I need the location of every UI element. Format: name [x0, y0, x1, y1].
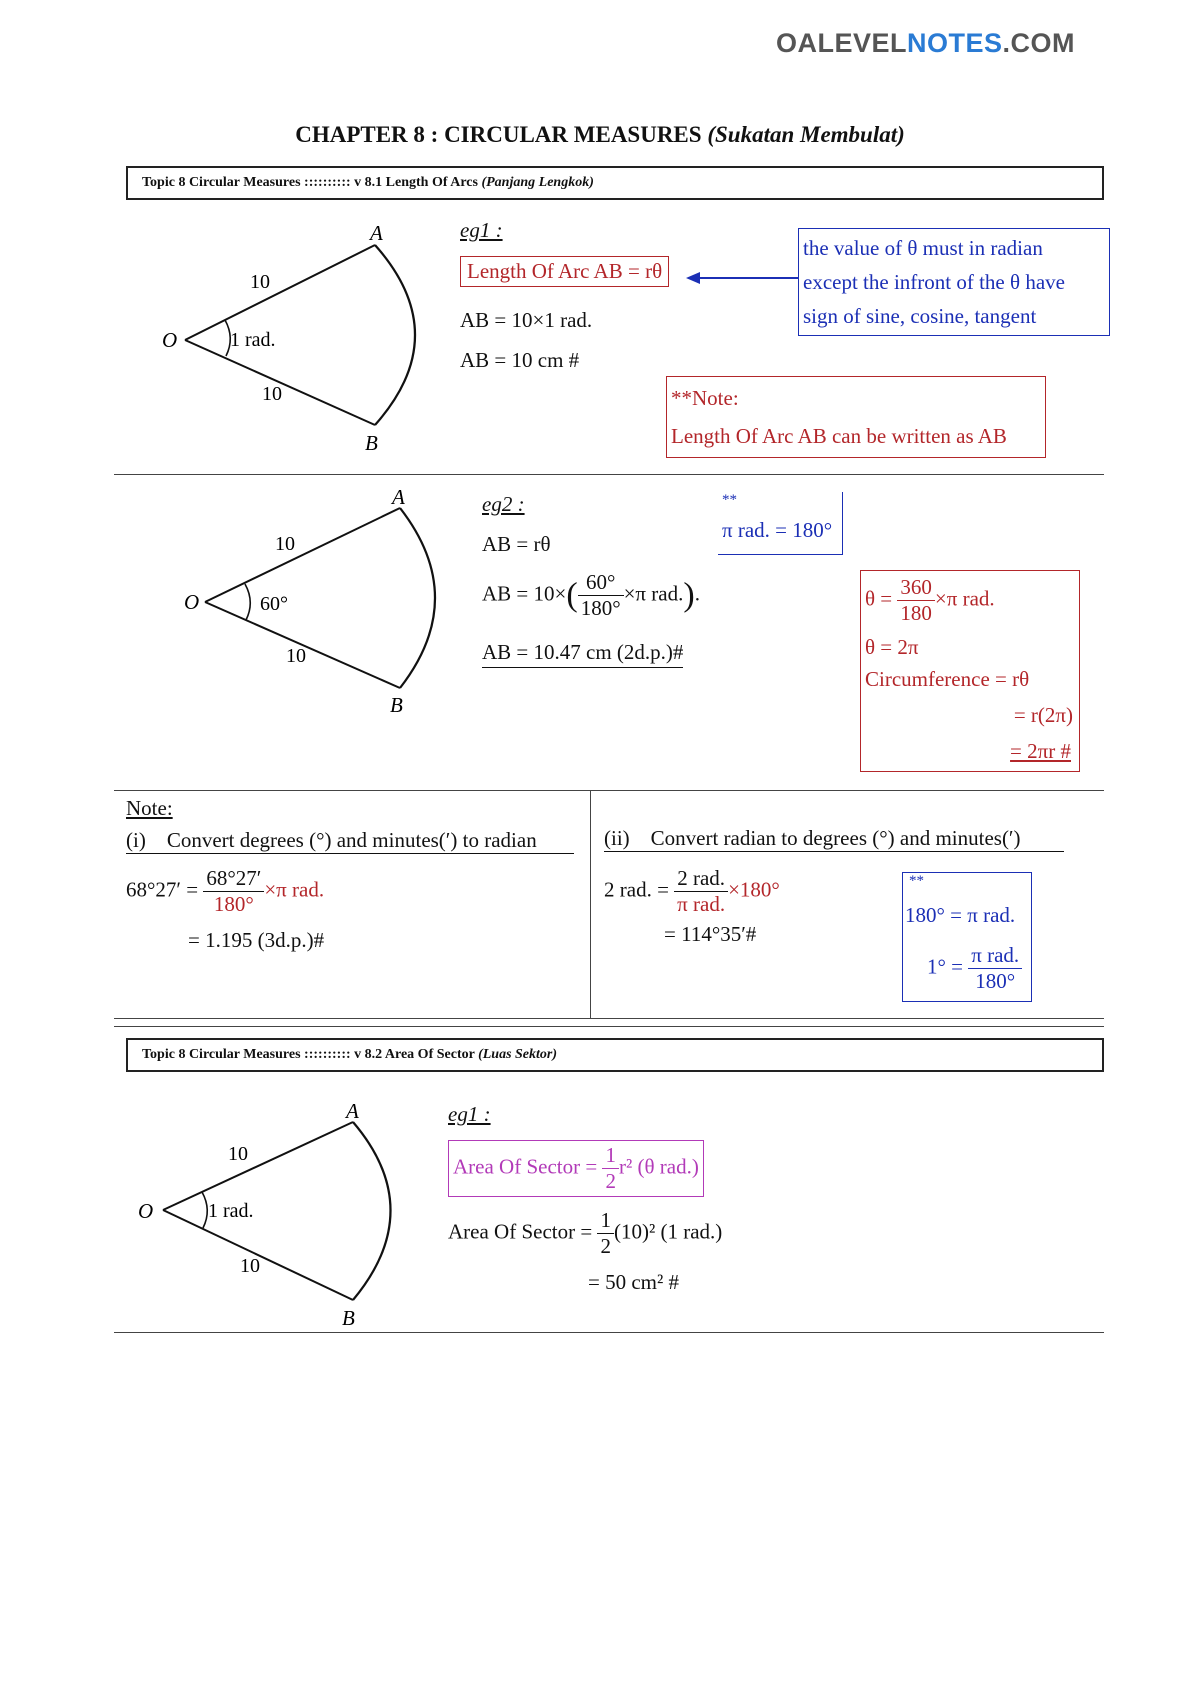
angle-label: 1 rad. [208, 1200, 254, 1222]
area-formula-box: Area Of Sector = $\frac{1}{2}$ r² (θ rad.) [448, 1140, 704, 1197]
divider [114, 790, 1104, 791]
degrees-to-radian-result: = 1.195 (3d.p.)# [188, 928, 325, 952]
point-o: O [184, 590, 200, 614]
radius-label-bottom: 10 [286, 645, 306, 667]
radian-to-degrees-heading: (ii) Convert radian to degrees (°) and minutes(′) [604, 826, 1064, 852]
divider [114, 1018, 1104, 1019]
arrow-icon [686, 270, 798, 286]
arc-notation-note-box: **Note: Length Of Arc AB can be written as AB [666, 376, 1046, 458]
eg2-step-2: AB = 10×( $\frac{60^\circ}{180^\circ}$ ×π rad.). [482, 570, 700, 620]
area-eg1-label: eg1 : [448, 1102, 491, 1126]
arc-length-formula: Length Of Arc AB = rθ [460, 256, 669, 287]
topic-8-2-bar: Topic 8 Circular Measures :::::::::: v 8.2 Area Of Sector (Luas Sektor) [126, 1038, 1104, 1072]
pi-conversion-box: ** π rad. = 180° [718, 492, 843, 555]
area-step-1: Area Of Sector = $\frac{1}{2}$ (10)² (1 rad.) [448, 1208, 723, 1258]
area-step-2: = 50 cm² # [588, 1270, 680, 1294]
sector-diagram-eg2 [170, 490, 460, 715]
sector-diagram-area [128, 1100, 408, 1330]
degrees-to-radian-step-1: 68°27′ = $\frac{68^\circ 27'}{180^\circ}$ ×π rad. [126, 866, 325, 916]
degree-radian-box: ** 180° = π rad. 1° = $\frac{\text{π rad.}}{180^\circ}$ [902, 872, 1032, 1002]
radius-label-top: 10 [275, 533, 295, 555]
point-b: B [342, 1306, 355, 1330]
divider [114, 1332, 1104, 1333]
divider [114, 474, 1104, 475]
point-a: A [346, 1100, 359, 1123]
eg1-step-1: AB = 10×1 rad. [460, 308, 593, 332]
column-divider [590, 790, 591, 1018]
topic-8-1-bar: Topic 8 Circular Measures :::::::::: v 8.1 Length Of Arcs (Panjang Lengkok) [126, 166, 1104, 200]
radius-label-top: 10 [228, 1143, 248, 1165]
chapter-title-italic: (Sukatan Membulat) [707, 122, 905, 147]
radian-to-degrees-result: = 114°35′# [664, 922, 757, 946]
point-o: O [138, 1199, 154, 1223]
site-logo: OALEVELNOTES.COM [776, 28, 1076, 58]
point-a: A [370, 221, 383, 245]
radian-note-box: the value of θ must in radian except the infront of the θ have sign of sine, cosine, tangent [798, 228, 1110, 336]
angle-label: 60° [260, 593, 288, 615]
eg2-step-1: AB = rθ [482, 532, 551, 556]
degrees-to-radian-heading: (i) Convert degrees (°) and minutes(′) to radian [126, 828, 574, 854]
divider [114, 1026, 1104, 1027]
chapter-title: CHAPTER 8 : CIRCULAR MEASURES (Sukatan Membulat) [295, 122, 905, 147]
radius-label-bottom: 10 [262, 383, 282, 405]
radius-label-top: 10 [250, 271, 270, 293]
angle-label: 1 rad. [230, 329, 276, 351]
point-o: O [162, 328, 178, 352]
eg2-label: eg2 : [482, 492, 525, 516]
radian-to-degrees-step-1: 2 rad. = $\frac{\text{2 rad.}}{\text{π rad.}}$ ×180° [604, 866, 780, 916]
circumference-box: θ = $\frac{360}{180}$ ×π rad. θ = 2π Circumference = rθ = r(2π) = 2πr # [860, 570, 1080, 772]
point-b: B [365, 431, 378, 455]
eg1-step-2: AB = 10 cm # [460, 348, 580, 372]
eg1-label: eg1 : [460, 218, 503, 242]
eg2-step-3: AB = 10.47 cm (2d.p.)# [482, 640, 683, 668]
point-b: B [390, 693, 403, 715]
radius-label-bottom: 10 [240, 1255, 260, 1277]
point-a: A [392, 490, 405, 509]
sector-diagram-eg1 [150, 220, 430, 460]
note-title: Note: [126, 796, 173, 820]
